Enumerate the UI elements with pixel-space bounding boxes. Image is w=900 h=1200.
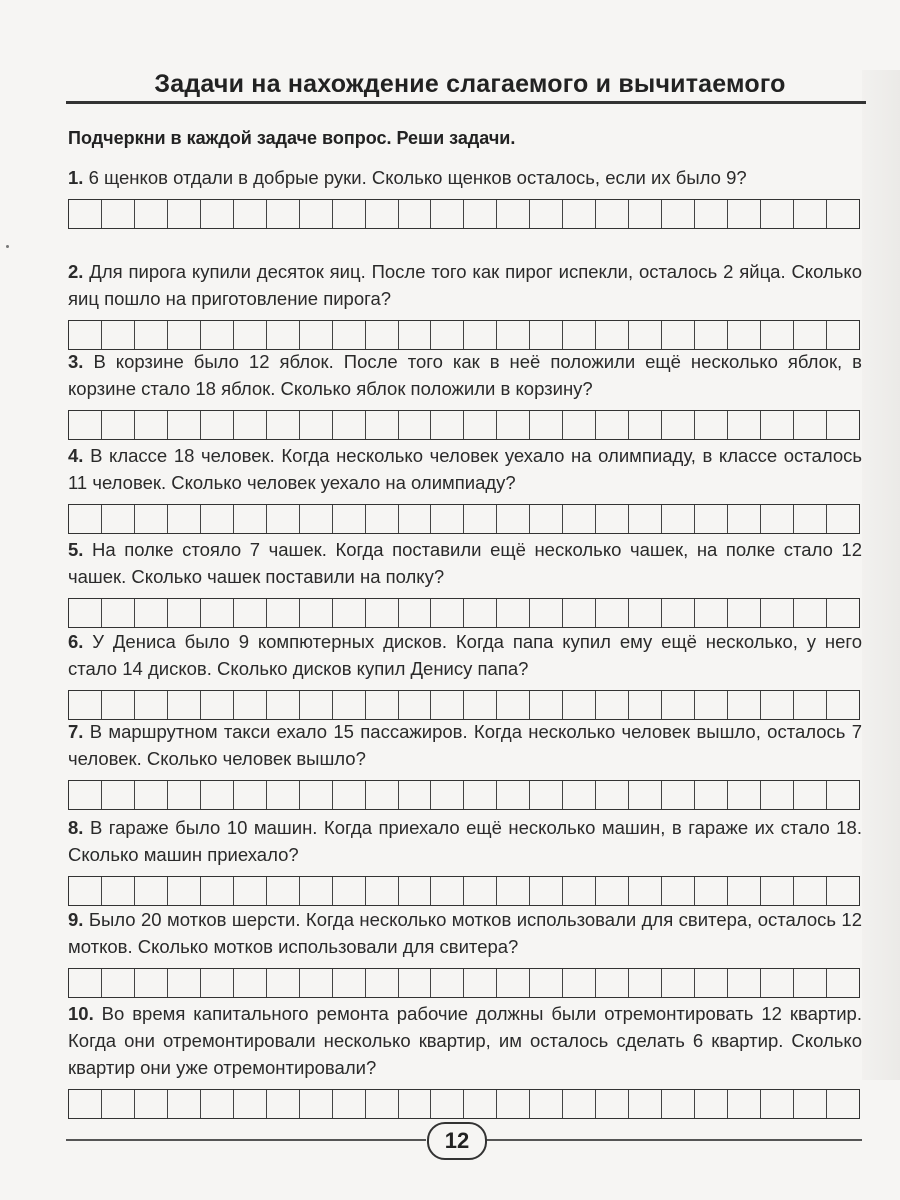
task-6 bbox=[68, 628, 862, 720]
task-question: В маршрутном такси ехало 15 пассажиров. Когда несколько человек вышло, осталось 7 человек. Сколько человек вышло? bbox=[68, 721, 863, 769]
answer-cell[interactable] bbox=[234, 321, 267, 349]
task-number: 5. bbox=[68, 539, 84, 560]
answer-cell[interactable] bbox=[596, 599, 629, 627]
answer-cell[interactable] bbox=[563, 200, 596, 228]
answer-cell[interactable] bbox=[596, 505, 629, 533]
answer-cell[interactable] bbox=[695, 781, 728, 809]
answer-cell[interactable] bbox=[201, 691, 234, 719]
answer-cell[interactable] bbox=[530, 781, 563, 809]
answer-cell[interactable] bbox=[629, 321, 662, 349]
task-question: На полке стояло 7 чашек. Когда поставили ещё несколько чашек, на полке стало 12 чашек. Сколько чашек поставили на полку? bbox=[68, 539, 863, 587]
answer-cell[interactable] bbox=[234, 505, 267, 533]
answer-cell[interactable] bbox=[827, 599, 859, 627]
answer-cell[interactable] bbox=[629, 877, 662, 905]
task-text bbox=[68, 164, 862, 191]
answer-cell[interactable] bbox=[827, 505, 859, 533]
answer-cell[interactable] bbox=[135, 599, 168, 627]
answer-cell[interactable] bbox=[464, 599, 497, 627]
answer-cell[interactable] bbox=[69, 877, 102, 905]
answer-cell[interactable] bbox=[300, 200, 333, 228]
task-number: 3. bbox=[68, 351, 84, 372]
answer-cell[interactable] bbox=[662, 321, 695, 349]
answer-cell[interactable] bbox=[794, 200, 827, 228]
answer-cell[interactable] bbox=[399, 599, 432, 627]
answer-cell[interactable] bbox=[399, 411, 432, 439]
answer-cell[interactable] bbox=[794, 505, 827, 533]
answer-grid[interactable] bbox=[68, 1089, 860, 1119]
footer-rule-left bbox=[66, 1139, 426, 1141]
answer-grid[interactable] bbox=[68, 598, 860, 628]
answer-cell[interactable] bbox=[827, 969, 859, 997]
answer-cell[interactable] bbox=[201, 877, 234, 905]
answer-cell[interactable] bbox=[102, 200, 135, 228]
answer-cell[interactable] bbox=[267, 969, 300, 997]
task-2 bbox=[68, 258, 862, 350]
answer-cell[interactable] bbox=[662, 691, 695, 719]
answer-cell[interactable] bbox=[102, 1090, 135, 1118]
answer-cell[interactable] bbox=[333, 1090, 366, 1118]
answer-cell[interactable] bbox=[761, 200, 794, 228]
answer-cell[interactable] bbox=[333, 411, 366, 439]
answer-cell[interactable] bbox=[366, 321, 399, 349]
answer-cell[interactable] bbox=[662, 505, 695, 533]
task-question: В корзине было 12 яблок. После того как в неё положили ещё несколько яблок, в корзине стало 18 яблок. Сколько яблок положили в корзину? bbox=[68, 351, 863, 399]
answer-cell[interactable] bbox=[69, 411, 102, 439]
answer-cell[interactable] bbox=[464, 877, 497, 905]
answer-cell[interactable] bbox=[201, 411, 234, 439]
answer-cell[interactable] bbox=[497, 411, 530, 439]
answer-cell[interactable] bbox=[267, 599, 300, 627]
answer-cell[interactable] bbox=[728, 200, 761, 228]
answer-cell[interactable] bbox=[596, 781, 629, 809]
answer-cell[interactable] bbox=[168, 781, 201, 809]
answer-cell[interactable] bbox=[530, 969, 563, 997]
answer-grid[interactable] bbox=[68, 780, 860, 810]
answer-cell[interactable] bbox=[399, 877, 432, 905]
answer-cell[interactable] bbox=[366, 599, 399, 627]
task-question: У Дениса было 9 компютерных дисков. Когда папа купил ему ещё несколько, у него стало 14 дисков. Сколько дисков купил Денису папа? bbox=[68, 631, 863, 679]
answer-cell[interactable] bbox=[234, 877, 267, 905]
answer-cell[interactable] bbox=[102, 877, 135, 905]
task-10 bbox=[68, 1000, 862, 1119]
answer-cell[interactable] bbox=[728, 969, 761, 997]
answer-cell[interactable] bbox=[761, 505, 794, 533]
answer-cell[interactable] bbox=[168, 200, 201, 228]
answer-cell[interactable] bbox=[563, 599, 596, 627]
answer-grid[interactable] bbox=[68, 320, 860, 350]
task-9 bbox=[68, 906, 862, 998]
answer-cell[interactable] bbox=[695, 321, 728, 349]
task-number: 8. bbox=[68, 817, 84, 838]
answer-cell[interactable] bbox=[234, 411, 267, 439]
answer-cell[interactable] bbox=[431, 411, 464, 439]
answer-cell[interactable] bbox=[333, 969, 366, 997]
answer-cell[interactable] bbox=[431, 781, 464, 809]
answer-cell[interactable] bbox=[431, 1090, 464, 1118]
answer-cell[interactable] bbox=[497, 599, 530, 627]
task-number: 6. bbox=[68, 631, 84, 652]
facing-page-bleed bbox=[862, 70, 900, 1080]
answer-cell[interactable] bbox=[300, 969, 333, 997]
answer-cell[interactable] bbox=[69, 1090, 102, 1118]
task-1 bbox=[68, 164, 862, 229]
task-7 bbox=[68, 718, 862, 810]
answer-cell[interactable] bbox=[300, 781, 333, 809]
answer-grid[interactable] bbox=[68, 504, 860, 534]
answer-cell[interactable] bbox=[168, 505, 201, 533]
answer-cell[interactable] bbox=[366, 781, 399, 809]
answer-cell[interactable] bbox=[728, 505, 761, 533]
answer-cell[interactable] bbox=[201, 781, 234, 809]
answer-cell[interactable] bbox=[366, 969, 399, 997]
answer-cell[interactable] bbox=[662, 200, 695, 228]
answer-cell[interactable] bbox=[662, 877, 695, 905]
task-8 bbox=[68, 814, 862, 906]
task-number: 7. bbox=[68, 721, 84, 742]
answer-cell[interactable] bbox=[135, 1090, 168, 1118]
answer-cell[interactable] bbox=[530, 691, 563, 719]
answer-cell[interactable] bbox=[662, 969, 695, 997]
answer-cell[interactable] bbox=[135, 781, 168, 809]
answer-cell[interactable] bbox=[695, 1090, 728, 1118]
answer-cell[interactable] bbox=[794, 321, 827, 349]
answer-cell[interactable] bbox=[135, 505, 168, 533]
task-number: 9. bbox=[68, 909, 84, 930]
task-question: Было 20 мотков шерсти. Когда несколько мотков использовали для свитера, осталось 12 мотков. Сколько мотков использовали для свитера? bbox=[68, 909, 863, 957]
task-text bbox=[68, 718, 862, 772]
answer-cell[interactable] bbox=[333, 505, 366, 533]
answer-cell[interactable] bbox=[629, 781, 662, 809]
answer-cell[interactable] bbox=[728, 781, 761, 809]
answer-cell[interactable] bbox=[69, 781, 102, 809]
answer-cell[interactable] bbox=[629, 969, 662, 997]
answer-cell[interactable] bbox=[695, 969, 728, 997]
answer-cell[interactable] bbox=[827, 1090, 859, 1118]
answer-cell[interactable] bbox=[267, 1090, 300, 1118]
answer-cell[interactable] bbox=[431, 969, 464, 997]
answer-cell[interactable] bbox=[596, 321, 629, 349]
answer-cell[interactable] bbox=[333, 691, 366, 719]
answer-cell[interactable] bbox=[629, 200, 662, 228]
answer-cell[interactable] bbox=[366, 691, 399, 719]
task-question: Для пирога купили десяток яиц. После того как пирог испекли, осталось 2 яйца. Сколько яиц пошло на приготовление пирога? bbox=[68, 261, 863, 309]
answer-cell[interactable] bbox=[168, 969, 201, 997]
answer-cell[interactable] bbox=[728, 1090, 761, 1118]
task-number: 4. bbox=[68, 445, 84, 466]
answer-cell[interactable] bbox=[596, 411, 629, 439]
task-3 bbox=[68, 348, 862, 440]
answer-cell[interactable] bbox=[300, 411, 333, 439]
answer-cell[interactable] bbox=[234, 599, 267, 627]
spine-mark bbox=[6, 245, 9, 248]
answer-cell[interactable] bbox=[794, 691, 827, 719]
answer-cell[interactable] bbox=[267, 321, 300, 349]
answer-cell[interactable] bbox=[399, 781, 432, 809]
answer-cell[interactable] bbox=[629, 411, 662, 439]
answer-cell[interactable] bbox=[102, 691, 135, 719]
answer-cell[interactable] bbox=[761, 411, 794, 439]
answer-cell[interactable] bbox=[234, 781, 267, 809]
answer-cell[interactable] bbox=[431, 691, 464, 719]
answer-cell[interactable] bbox=[629, 691, 662, 719]
answer-cell[interactable] bbox=[662, 1090, 695, 1118]
answer-cell[interactable] bbox=[300, 505, 333, 533]
task-text bbox=[68, 258, 862, 312]
answer-grid[interactable] bbox=[68, 199, 860, 229]
answer-cell[interactable] bbox=[827, 877, 859, 905]
answer-cell[interactable] bbox=[300, 1090, 333, 1118]
answer-cell[interactable] bbox=[497, 969, 530, 997]
answer-cell[interactable] bbox=[662, 781, 695, 809]
answer-cell[interactable] bbox=[464, 781, 497, 809]
answer-cell[interactable] bbox=[530, 505, 563, 533]
answer-cell[interactable] bbox=[300, 599, 333, 627]
answer-cell[interactable] bbox=[827, 781, 859, 809]
answer-cell[interactable] bbox=[399, 505, 432, 533]
task-text bbox=[68, 814, 862, 868]
answer-cell[interactable] bbox=[761, 1090, 794, 1118]
answer-cell[interactable] bbox=[300, 321, 333, 349]
answer-cell[interactable] bbox=[366, 1090, 399, 1118]
answer-cell[interactable] bbox=[794, 969, 827, 997]
answer-cell[interactable] bbox=[168, 411, 201, 439]
answer-cell[interactable] bbox=[267, 200, 300, 228]
answer-cell[interactable] bbox=[761, 321, 794, 349]
answer-cell[interactable] bbox=[596, 1090, 629, 1118]
answer-cell[interactable] bbox=[102, 781, 135, 809]
answer-grid[interactable] bbox=[68, 690, 860, 720]
answer-cell[interactable] bbox=[464, 969, 497, 997]
answer-grid[interactable] bbox=[68, 968, 860, 998]
answer-cell[interactable] bbox=[300, 877, 333, 905]
answer-cell[interactable] bbox=[629, 599, 662, 627]
answer-cell[interactable] bbox=[662, 599, 695, 627]
answer-cell[interactable] bbox=[728, 691, 761, 719]
task-question: В классе 18 человек. Когда несколько человек уехало на олимпиаду, в классе осталось 11 человек. Сколько человек уехало на олимпиаду? bbox=[68, 445, 862, 493]
answer-cell[interactable] bbox=[431, 505, 464, 533]
answer-cell[interactable] bbox=[69, 691, 102, 719]
answer-cell[interactable] bbox=[234, 969, 267, 997]
task-number: 10. bbox=[68, 1003, 94, 1024]
answer-cell[interactable] bbox=[596, 877, 629, 905]
answer-cell[interactable] bbox=[761, 877, 794, 905]
answer-cell[interactable] bbox=[267, 505, 300, 533]
answer-cell[interactable] bbox=[464, 691, 497, 719]
answer-cell[interactable] bbox=[267, 781, 300, 809]
answer-cell[interactable] bbox=[168, 691, 201, 719]
answer-grid[interactable] bbox=[68, 876, 860, 906]
answer-cell[interactable] bbox=[201, 321, 234, 349]
answer-cell[interactable] bbox=[563, 505, 596, 533]
task-question: 6 щенков отдали в добрые руки. Сколько щенков осталось, если их было 9? bbox=[88, 167, 747, 188]
answer-cell[interactable] bbox=[267, 877, 300, 905]
task-text bbox=[68, 906, 862, 960]
answer-cell[interactable] bbox=[695, 200, 728, 228]
footer-rule-right bbox=[485, 1139, 862, 1141]
answer-cell[interactable] bbox=[234, 1090, 267, 1118]
answer-cell[interactable] bbox=[497, 321, 530, 349]
answer-cell[interactable] bbox=[102, 321, 135, 349]
answer-cell[interactable] bbox=[464, 200, 497, 228]
answer-cell[interactable] bbox=[728, 411, 761, 439]
answer-cell[interactable] bbox=[102, 505, 135, 533]
answer-cell[interactable] bbox=[563, 781, 596, 809]
answer-cell[interactable] bbox=[827, 321, 859, 349]
answer-cell[interactable] bbox=[135, 411, 168, 439]
answer-cell[interactable] bbox=[399, 691, 432, 719]
answer-cell[interactable] bbox=[168, 877, 201, 905]
answer-cell[interactable] bbox=[827, 411, 859, 439]
answer-cell[interactable] bbox=[135, 969, 168, 997]
task-question: Во время капитального ремонта рабочие должны были отремонтировать 12 квартир. Когда они отремонтировали несколько квартир, им осталось сделать 6 квартир. Сколько квартир они уже отремонтировали? bbox=[68, 1003, 862, 1078]
task-4 bbox=[68, 442, 862, 534]
answer-cell[interactable] bbox=[300, 691, 333, 719]
answer-cell[interactable] bbox=[168, 1090, 201, 1118]
answer-cell[interactable] bbox=[69, 505, 102, 533]
answer-cell[interactable] bbox=[333, 200, 366, 228]
answer-cell[interactable] bbox=[761, 969, 794, 997]
answer-cell[interactable] bbox=[695, 505, 728, 533]
answer-cell[interactable] bbox=[629, 1090, 662, 1118]
answer-cell[interactable] bbox=[267, 411, 300, 439]
answer-cell[interactable] bbox=[399, 1090, 432, 1118]
answer-cell[interactable] bbox=[464, 321, 497, 349]
answer-cell[interactable] bbox=[761, 781, 794, 809]
answer-cell[interactable] bbox=[596, 691, 629, 719]
answer-cell[interactable] bbox=[530, 411, 563, 439]
answer-cell[interactable] bbox=[563, 969, 596, 997]
answer-cell[interactable] bbox=[69, 969, 102, 997]
answer-cell[interactable] bbox=[497, 1090, 530, 1118]
answer-cell[interactable] bbox=[69, 200, 102, 228]
answer-cell[interactable] bbox=[431, 200, 464, 228]
answer-cell[interactable] bbox=[69, 599, 102, 627]
answer-cell[interactable] bbox=[794, 781, 827, 809]
answer-cell[interactable] bbox=[168, 321, 201, 349]
answer-cell[interactable] bbox=[596, 969, 629, 997]
task-number: 1. bbox=[68, 167, 84, 188]
answer-cell[interactable] bbox=[333, 781, 366, 809]
answer-cell[interactable] bbox=[794, 599, 827, 627]
answer-cell[interactable] bbox=[201, 969, 234, 997]
answer-cell[interactable] bbox=[102, 969, 135, 997]
task-5 bbox=[68, 536, 862, 628]
answer-cell[interactable] bbox=[102, 599, 135, 627]
answer-cell[interactable] bbox=[366, 411, 399, 439]
answer-cell[interactable] bbox=[827, 200, 859, 228]
answer-cell[interactable] bbox=[563, 411, 596, 439]
answer-cell[interactable] bbox=[530, 321, 563, 349]
answer-cell[interactable] bbox=[201, 599, 234, 627]
page-number: 12 bbox=[427, 1122, 487, 1160]
answer-cell[interactable] bbox=[366, 877, 399, 905]
answer-cell[interactable] bbox=[497, 781, 530, 809]
answer-cell[interactable] bbox=[333, 321, 366, 349]
answer-cell[interactable] bbox=[497, 200, 530, 228]
answer-cell[interactable] bbox=[563, 321, 596, 349]
answer-cell[interactable] bbox=[431, 877, 464, 905]
answer-cell[interactable] bbox=[530, 877, 563, 905]
task-number: 2. bbox=[68, 261, 84, 282]
answer-cell[interactable] bbox=[728, 877, 761, 905]
answer-cell[interactable] bbox=[662, 411, 695, 439]
task-text bbox=[68, 1000, 862, 1081]
answer-cell[interactable] bbox=[563, 1090, 596, 1118]
task-text bbox=[68, 348, 862, 402]
answer-cell[interactable] bbox=[431, 599, 464, 627]
answer-cell[interactable] bbox=[530, 1090, 563, 1118]
answer-cell[interactable] bbox=[267, 691, 300, 719]
answer-cell[interactable] bbox=[728, 321, 761, 349]
answer-cell[interactable] bbox=[135, 691, 168, 719]
answer-cell[interactable] bbox=[695, 877, 728, 905]
answer-cell[interactable] bbox=[168, 599, 201, 627]
answer-cell[interactable] bbox=[761, 691, 794, 719]
answer-cell[interactable] bbox=[563, 877, 596, 905]
answer-cell[interactable] bbox=[135, 321, 168, 349]
answer-cell[interactable] bbox=[530, 200, 563, 228]
answer-cell[interactable] bbox=[366, 505, 399, 533]
answer-cell[interactable] bbox=[695, 411, 728, 439]
answer-cell[interactable] bbox=[794, 1090, 827, 1118]
answer-cell[interactable] bbox=[464, 411, 497, 439]
answer-cell[interactable] bbox=[201, 505, 234, 533]
instruction-text: Подчеркни в каждой задаче вопрос. Реши задачи. bbox=[68, 128, 516, 148]
answer-cell[interactable] bbox=[399, 969, 432, 997]
answer-cell[interactable] bbox=[333, 599, 366, 627]
answer-cell[interactable] bbox=[366, 200, 399, 228]
task-text bbox=[68, 442, 862, 496]
answer-cell[interactable] bbox=[201, 1090, 234, 1118]
answer-cell[interactable] bbox=[333, 877, 366, 905]
answer-cell[interactable] bbox=[497, 505, 530, 533]
task-text bbox=[68, 628, 862, 682]
title-underline bbox=[66, 101, 866, 104]
answer-cell[interactable] bbox=[530, 599, 563, 627]
task-question: В гараже было 10 машин. Когда приехало ещё несколько машин, в гараже их стало 18. Сколько машин приехало? bbox=[68, 817, 862, 865]
answer-cell[interactable] bbox=[695, 599, 728, 627]
answer-grid[interactable] bbox=[68, 410, 860, 440]
task-text bbox=[68, 536, 862, 590]
answer-cell[interactable] bbox=[629, 505, 662, 533]
answer-cell[interactable] bbox=[399, 321, 432, 349]
answer-cell[interactable] bbox=[497, 691, 530, 719]
answer-cell[interactable] bbox=[135, 877, 168, 905]
answer-cell[interactable] bbox=[431, 321, 464, 349]
answer-cell[interactable] bbox=[135, 200, 168, 228]
answer-cell[interactable] bbox=[234, 200, 267, 228]
answer-cell[interactable] bbox=[728, 599, 761, 627]
answer-cell[interactable] bbox=[201, 200, 234, 228]
answer-cell[interactable] bbox=[102, 411, 135, 439]
answer-cell[interactable] bbox=[399, 200, 432, 228]
page-title: Задачи на нахождение слагаемого и вычитаемого bbox=[154, 70, 786, 98]
answer-cell[interactable] bbox=[794, 411, 827, 439]
answer-cell[interactable] bbox=[596, 200, 629, 228]
answer-cell[interactable] bbox=[234, 691, 267, 719]
answer-cell[interactable] bbox=[563, 691, 596, 719]
answer-cell[interactable] bbox=[827, 691, 859, 719]
answer-cell[interactable] bbox=[761, 599, 794, 627]
answer-cell[interactable] bbox=[464, 1090, 497, 1118]
answer-cell[interactable] bbox=[69, 321, 102, 349]
answer-cell[interactable] bbox=[497, 877, 530, 905]
answer-cell[interactable] bbox=[464, 505, 497, 533]
answer-cell[interactable] bbox=[794, 877, 827, 905]
answer-cell[interactable] bbox=[695, 691, 728, 719]
